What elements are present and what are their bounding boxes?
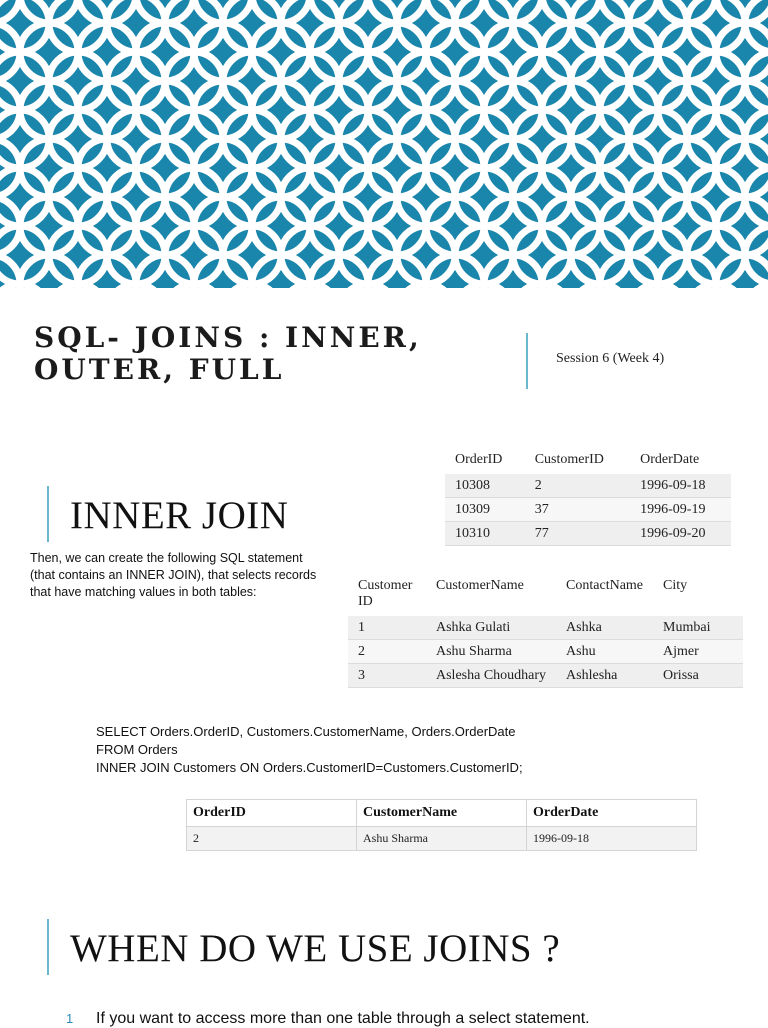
orders-header-orderdate: OrderDate xyxy=(640,452,700,467)
sql-line: SELECT Orders.OrderID, Customers.CustomerName, Orders.OrderDate xyxy=(96,724,516,739)
list-item-text: If you want to access more than one table through a select statement. xyxy=(96,1010,590,1027)
table-cell: 10309 xyxy=(445,498,525,522)
table-row xyxy=(445,474,731,498)
table-cell: Ashu xyxy=(556,640,653,664)
table-cell: 1996-09-19 xyxy=(630,498,731,522)
decorative-pattern-banner xyxy=(0,0,768,288)
table-cell: 1996-09-18 xyxy=(527,827,697,851)
list-item xyxy=(66,1010,590,1028)
customers-header-customerid: CustomerID xyxy=(358,578,413,609)
orders-header-customerid: CustomerID xyxy=(534,452,604,467)
table-cell: 10310 xyxy=(445,522,525,546)
orders-table xyxy=(445,452,731,546)
table-cell: Orissa xyxy=(653,664,743,688)
slide-title-line-2: OUTER, FULL xyxy=(34,353,285,386)
slide-title-line-1: SQL- JOINS : INNER, xyxy=(34,321,422,354)
customers-table-header xyxy=(348,578,743,616)
inner-join-heading: INNER JOIN xyxy=(70,494,289,537)
customers-table xyxy=(348,578,743,688)
table-cell: 1996-09-18 xyxy=(630,474,731,498)
result-table xyxy=(186,799,697,851)
table-row xyxy=(348,616,743,640)
table-cell: 3 xyxy=(348,664,426,688)
result-table-header xyxy=(187,800,697,827)
table-cell: Mumbai xyxy=(653,616,743,640)
table-cell: 2 xyxy=(525,474,630,498)
table-cell: Ashka xyxy=(556,616,653,640)
customers-header-contactname: ContactName xyxy=(566,578,644,593)
joins-usage-list xyxy=(66,1010,590,1028)
table-row xyxy=(348,640,743,664)
table-cell: 10308 xyxy=(445,474,525,498)
table-cell: 1 xyxy=(348,616,426,640)
table-cell: 2 xyxy=(348,640,426,664)
title-divider xyxy=(526,333,528,389)
joins-usage-divider xyxy=(47,919,49,975)
table-cell: Aslesha Choudhary xyxy=(426,664,556,688)
result-header-orderdate: OrderDate xyxy=(527,800,697,827)
table-cell: 1996-09-20 xyxy=(630,522,731,546)
slide-title xyxy=(34,322,422,386)
session-label: Session 6 (Week 4) xyxy=(556,351,665,366)
table-cell: Ajmer xyxy=(653,640,743,664)
table-cell: Ashka Gulati xyxy=(426,616,556,640)
table-cell: 2 xyxy=(187,827,357,851)
customers-header-customername: CustomerName xyxy=(436,578,524,593)
table-row xyxy=(348,664,743,688)
sql-statement xyxy=(96,723,523,777)
table-cell: Ashlesha xyxy=(556,664,653,688)
result-header-customername: CustomerName xyxy=(357,800,527,827)
sql-line: INNER JOIN Customers ON Orders.CustomerID=Customers.CustomerID; xyxy=(96,760,523,775)
sql-line: FROM Orders xyxy=(96,742,178,757)
table-cell: Ashu Sharma xyxy=(357,827,527,851)
inner-join-description: Then, we can create the following SQL statement (that contains an INNER JOIN), that selects records that have matching values in both tables: xyxy=(30,551,317,599)
result-header-orderid: OrderID xyxy=(187,800,357,827)
table-cell: 77 xyxy=(525,522,630,546)
orders-header-orderid: OrderID xyxy=(455,452,503,467)
table-cell: 37 xyxy=(525,498,630,522)
table-cell: Ashu Sharma xyxy=(426,640,556,664)
customers-header-city: City xyxy=(663,578,688,593)
orders-table-header xyxy=(445,452,731,474)
inner-join-divider xyxy=(47,486,49,542)
joins-usage-heading: WHEN DO WE USE JOINS ? xyxy=(70,927,561,970)
table-row xyxy=(445,522,731,546)
list-item-number: 1 xyxy=(66,1011,74,1026)
table-row xyxy=(187,827,697,851)
table-row xyxy=(445,498,731,522)
